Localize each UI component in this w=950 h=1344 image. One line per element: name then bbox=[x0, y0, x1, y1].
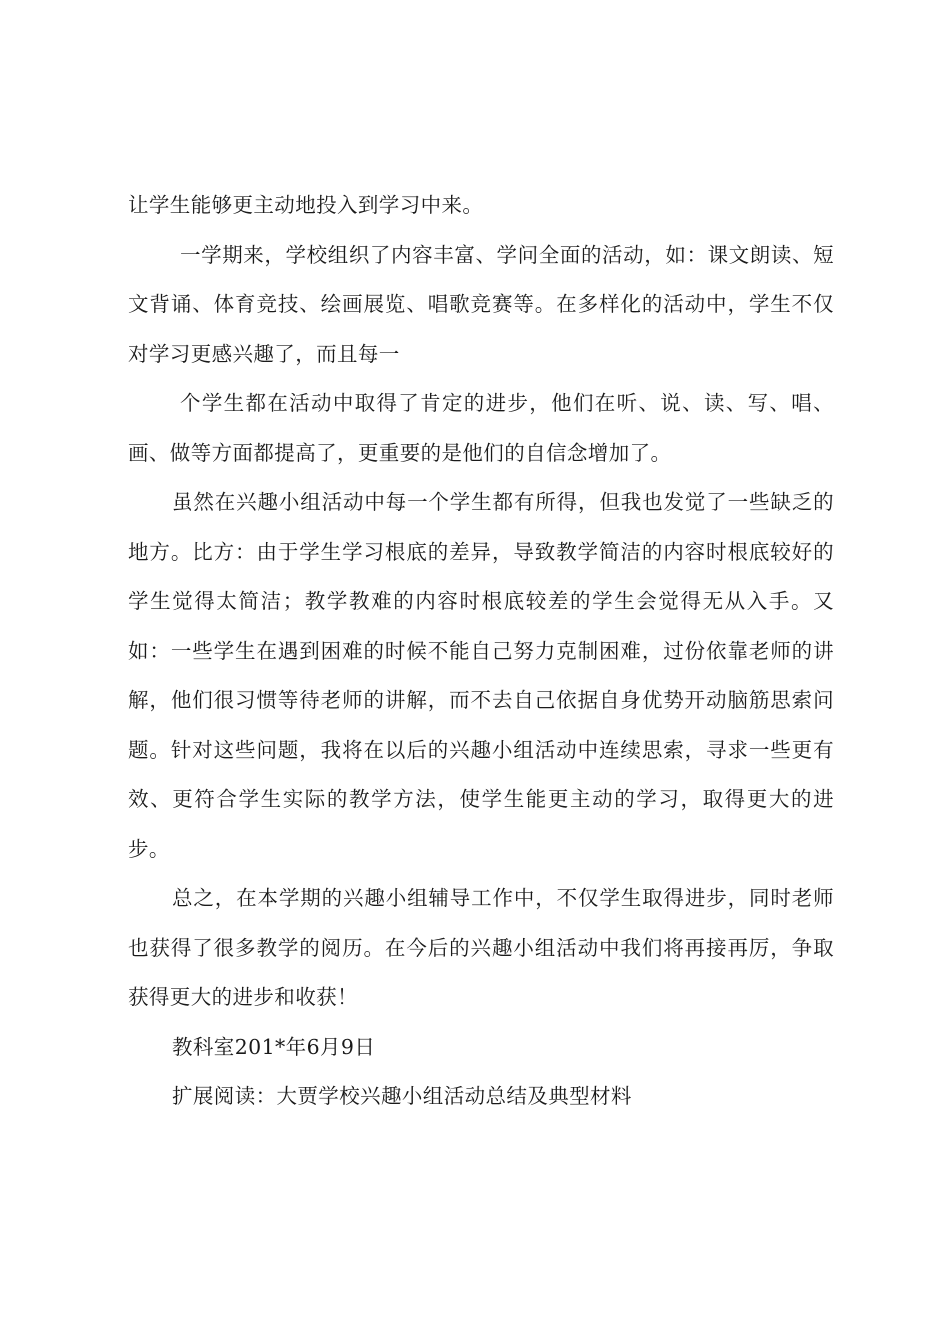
paragraph-activities: 一学期来，学校组织了内容丰富、学问全面的活动，如：课文朗读、短文背诵、体育竞技、绘画展览、唱歌竞赛等。在多样化的活动中，学生不仅对学习更感兴趣了，而且每一 bbox=[128, 242, 834, 366]
document-body bbox=[128, 181, 834, 1122]
paragraph-shortcomings: 虽然在兴趣小组活动中每一个学生都有所得，但我也发觉了一些缺乏的地方。比方：由于学生学习根底的差异，导致教学简洁的内容时根底较好的学生觉得太简洁；教学教难的内容时根底较差的学生会觉得无从入手。又如：一些学生在遇到困难的时候不能自己努力克制困难，过份依靠老师的讲解，他们很习惯等待老师的讲解，而不去自己依据自身优势开动脑筋思索问题。针对这些问题，我将在以后的兴趣小组活动中连续思索，寻求一些更有效、更符合学生实际的教学方法，使学生能更主动的学习，取得更大的进步。 bbox=[128, 490, 834, 861]
paragraph-progress: 个学生都在活动中取得了肯定的进步，他们在听、说、读、写、唱、画、做等方面都提高了，更重要的是他们的自信念增加了。 bbox=[128, 391, 834, 465]
extended-reading-title: 扩展阅读：大贾学校兴趣小组活动总结及典型材料 bbox=[172, 1084, 632, 1108]
paragraph-conclusion: 总之，在本学期的兴趣小组辅导工作中，不仅学生取得进步，同时老师也获得了很多教学的阅历。在今后的兴趣小组活动中我们将再接再厉，争取获得更大的进步和收获！ bbox=[128, 886, 834, 1009]
paragraph-continuation: 让学生能够更主动地投入到学习中来。 bbox=[128, 193, 484, 217]
signature-date: 教科室201*年6月9日 bbox=[172, 1034, 376, 1059]
